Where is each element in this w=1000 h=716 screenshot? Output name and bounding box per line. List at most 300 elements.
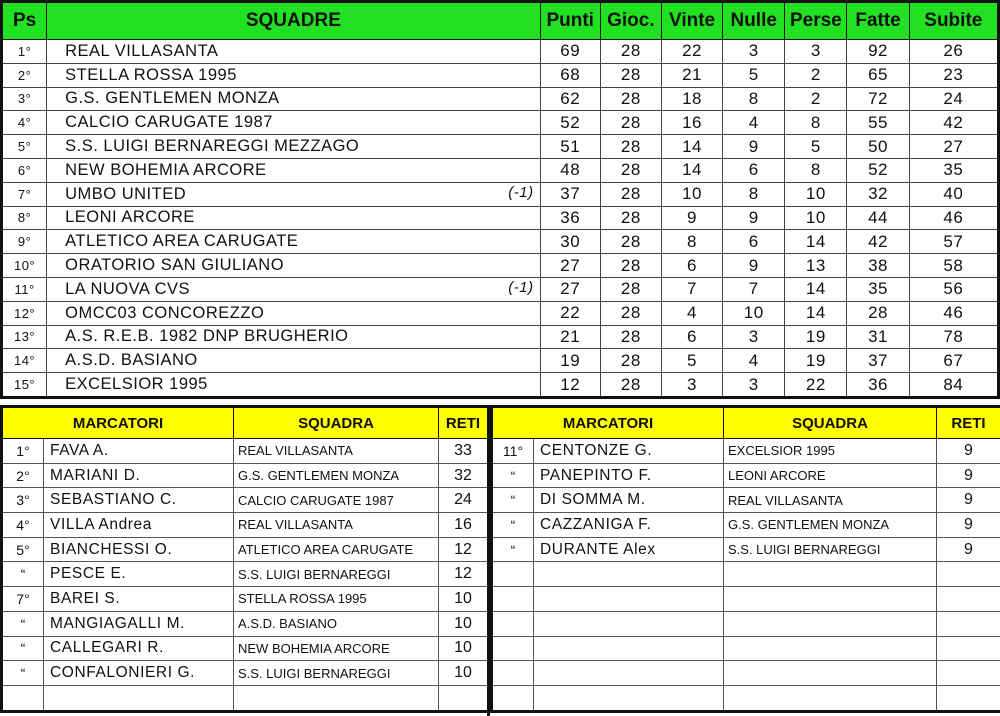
team-name: A.S. R.E.B. 1982 DNP BRUGHERIO [65,327,349,346]
standings-row [2,40,999,64]
scorer-goals: 10 [439,587,489,612]
scorer-club: REAL VILLASANTA [234,439,439,464]
lost-cell: 19 [785,349,847,373]
scorer-goals [937,587,1000,612]
scorer-name: PESCE E. [44,562,234,587]
standings-row [2,63,999,87]
scorer-goals: 16 [439,513,489,538]
scorer-row [492,636,1000,661]
position-cell: 7° [2,182,47,206]
scorer-club: G.S. GENTLEMEN MONZA [724,513,937,538]
scorer-club: S.S. LUIGI BERNAREGGI [234,562,439,587]
standings-row [2,230,999,254]
lost-cell: 10 [785,182,847,206]
won-cell: 6 [661,254,722,278]
goals-against-cell: 58 [909,254,998,278]
scorer-row [2,488,489,513]
goals-for-cell: 72 [847,87,909,111]
standings-row [2,349,999,373]
lost-cell: 19 [785,325,847,349]
drawn-cell: 6 [723,158,785,182]
scorer-club [724,587,937,612]
won-cell: 16 [661,111,722,135]
position-cell: 4° [2,111,47,135]
played-cell: 28 [600,158,661,182]
team-name: OMCC03 CONCOREZZO [65,303,265,322]
scorer-row [2,685,489,711]
position-cell: 2° [2,63,47,87]
goals-against-cell: 46 [909,206,998,230]
goals-for-cell: 50 [847,135,909,159]
position-cell: 3° [2,87,47,111]
lost-cell: 10 [785,206,847,230]
drawn-cell: 3 [723,373,785,398]
scorer-rank: 5° [2,537,44,562]
scorer-name: PANEPINTO F. [534,463,724,488]
scorer-rank: “ [2,636,44,661]
drawn-cell: 4 [723,111,785,135]
header-played: Gioc. [600,2,661,40]
points-cell: 12 [540,373,600,398]
team-name: ATLETICO AREA CARUGATE [65,232,299,251]
team-cell [47,40,540,64]
team-name: UMBO UNITED [65,184,187,203]
header-won: Vinte [661,2,722,40]
standings-row [2,277,999,301]
scorer-row [2,562,489,587]
scorer-rank: 1° [2,439,44,464]
scorer-name [534,685,724,711]
header-scorers: MARCATORI [2,407,234,439]
team-name: EXCELSIOR 1995 [65,375,208,394]
drawn-cell: 9 [723,206,785,230]
drawn-cell: 10 [723,301,785,325]
won-cell: 8 [661,230,722,254]
scorer-name: CONFALONIERI G. [44,661,234,686]
team-name: STELLA ROSSA 1995 [65,65,237,84]
goals-for-cell: 32 [847,182,909,206]
points-cell: 37 [540,182,600,206]
played-cell: 28 [600,206,661,230]
goals-against-cell: 42 [909,111,998,135]
position-cell: 10° [2,254,47,278]
won-cell: 6 [661,325,722,349]
played-cell: 28 [600,40,661,64]
team-cell [47,111,540,135]
goals-against-cell: 24 [909,87,998,111]
goals-against-cell: 26 [909,40,998,64]
standings-row [2,325,999,349]
scorer-goals: 24 [439,488,489,513]
goals-for-cell: 42 [847,230,909,254]
team-name: REAL VILLASANTA [65,41,219,60]
won-cell: 4 [661,301,722,325]
position-cell: 12° [2,301,47,325]
scorer-name: CENTONZE G. [534,439,724,464]
scorer-row [492,562,1000,587]
team-cell [47,230,540,254]
goals-for-cell: 55 [847,111,909,135]
scorer-goals [937,661,1000,686]
drawn-cell: 9 [723,254,785,278]
position-cell: 11° [2,277,47,301]
scorer-name [44,685,234,711]
team-cell [47,277,540,301]
scorer-club: NEW BOHEMIA ARCORE [234,636,439,661]
team-name: G.S. GENTLEMEN MONZA [65,89,280,108]
played-cell: 28 [600,230,661,254]
scorer-row [492,488,1000,513]
scorer-goals: 10 [439,611,489,636]
scorer-rank: “ [2,611,44,636]
standings-row [2,135,999,159]
team-cell [47,373,540,398]
points-cell: 52 [540,111,600,135]
standings-row [2,373,999,398]
scorers-table-right [490,405,1000,713]
header-goals-for: Fatte [847,2,909,40]
drawn-cell: 8 [723,182,785,206]
scorer-row [492,587,1000,612]
scorer-row [2,661,489,686]
lost-cell: 3 [785,40,847,64]
scorer-row [492,685,1000,711]
position-cell: 6° [2,158,47,182]
scorer-name: VILLA Andrea [44,513,234,538]
goals-against-cell: 27 [909,135,998,159]
goals-for-cell: 65 [847,63,909,87]
team-cell [47,325,540,349]
goals-for-cell: 38 [847,254,909,278]
scorer-name [534,661,724,686]
scorer-goals: 9 [937,537,1000,562]
team-name: NEW BOHEMIA ARCORE [65,160,267,179]
header-club: SQUADRA [234,407,439,439]
scorer-club [724,636,937,661]
points-cell: 27 [540,254,600,278]
scorers-left-body [2,439,489,712]
played-cell: 28 [600,182,661,206]
header-lost: Perse [785,2,847,40]
drawn-cell: 9 [723,135,785,159]
scorer-club: STELLA ROSSA 1995 [234,587,439,612]
scorer-rank: “ [2,562,44,587]
scorer-goals: 12 [439,562,489,587]
won-cell: 22 [661,40,722,64]
scorer-name [534,562,724,587]
standings-row [2,158,999,182]
team-cell [47,206,540,230]
goals-against-cell: 46 [909,301,998,325]
won-cell: 14 [661,135,722,159]
scorer-rank: 3° [2,488,44,513]
scorer-club: S.S. LUIGI BERNAREGGI [234,661,439,686]
goals-against-cell: 57 [909,230,998,254]
played-cell: 28 [600,373,661,398]
scorer-goals: 10 [439,636,489,661]
points-cell: 21 [540,325,600,349]
scorer-name: MARIANI D. [44,463,234,488]
scorer-rank: “ [492,537,534,562]
position-cell: 9° [2,230,47,254]
points-cell: 27 [540,277,600,301]
scorer-row [492,537,1000,562]
scorer-rank [492,562,534,587]
goals-against-cell: 56 [909,277,998,301]
scorer-name: SEBASTIANO C. [44,488,234,513]
scorer-goals [937,636,1000,661]
team-cell [47,254,540,278]
drawn-cell: 4 [723,349,785,373]
points-cell: 36 [540,206,600,230]
played-cell: 28 [600,349,661,373]
scorer-club [234,685,439,711]
drawn-cell: 6 [723,230,785,254]
lost-cell: 14 [785,277,847,301]
header-club: SQUADRA [724,407,937,439]
scorer-goals: 9 [937,513,1000,538]
points-cell: 62 [540,87,600,111]
scorer-row [2,537,489,562]
won-cell: 5 [661,349,722,373]
header-teams: SQUADRE [47,2,540,40]
played-cell: 28 [600,254,661,278]
penalty-note: (-1) [508,183,534,201]
scorer-row [2,636,489,661]
points-cell: 69 [540,40,600,64]
team-name: A.S.D. BASIANO [65,351,198,370]
lost-cell: 8 [785,158,847,182]
scorer-goals [937,611,1000,636]
standings-body [2,40,999,398]
won-cell: 18 [661,87,722,111]
scorer-goals [937,685,1000,711]
team-name: LA NUOVA CVS [65,279,191,298]
played-cell: 28 [600,325,661,349]
scorer-name: CAZZANIGA F. [534,513,724,538]
scorer-row [2,513,489,538]
position-cell: 15° [2,373,47,398]
goals-for-cell: 35 [847,277,909,301]
won-cell: 10 [661,182,722,206]
drawn-cell: 3 [723,40,785,64]
points-cell: 48 [540,158,600,182]
header-drawn: Nulle [723,2,785,40]
scorer-goals [937,562,1000,587]
scorer-club: EXCELSIOR 1995 [724,439,937,464]
points-cell: 30 [540,230,600,254]
played-cell: 28 [600,87,661,111]
team-name: CALCIO CARUGATE 1987 [65,113,273,132]
goals-against-cell: 84 [909,373,998,398]
won-cell: 9 [661,206,722,230]
header-goals: RETI [439,407,489,439]
standings-header-row [2,2,999,40]
scorer-goals: 33 [439,439,489,464]
goals-for-cell: 92 [847,40,909,64]
scorer-rank: 7° [2,587,44,612]
team-cell [47,301,540,325]
position-cell: 5° [2,135,47,159]
scorer-row [2,439,489,464]
scorer-goals: 12 [439,537,489,562]
drawn-cell: 5 [723,63,785,87]
position-cell: 1° [2,40,47,64]
scorer-row [492,611,1000,636]
lost-cell: 14 [785,230,847,254]
position-cell: 8° [2,206,47,230]
header-points: Punti [540,2,600,40]
scorer-name [534,611,724,636]
lost-cell: 2 [785,87,847,111]
scorer-rank [2,685,44,711]
team-name: LEONI ARCORE [65,208,195,227]
scorer-name: FAVA A. [44,439,234,464]
scorer-goals [439,685,489,711]
scorers-table-left [0,405,490,713]
won-cell: 3 [661,373,722,398]
played-cell: 28 [600,301,661,325]
won-cell: 7 [661,277,722,301]
scorer-row [492,661,1000,686]
lost-cell: 8 [785,111,847,135]
lost-cell: 13 [785,254,847,278]
team-cell [47,182,540,206]
scorers-left-header-row [2,407,489,439]
team-cell [47,135,540,159]
penalty-note: (-1) [508,278,534,296]
scorer-club [724,562,937,587]
scorer-name: BAREI S. [44,587,234,612]
scorers-right-header-row [492,407,1000,439]
scorer-goals: 32 [439,463,489,488]
team-cell [47,87,540,111]
scorer-club [724,611,937,636]
goals-against-cell: 40 [909,182,998,206]
scorer-name: BIANCHESSI O. [44,537,234,562]
scorer-name: MANGIAGALLI M. [44,611,234,636]
scorer-name: CALLEGARI R. [44,636,234,661]
scorer-row [2,463,489,488]
goals-against-cell: 67 [909,349,998,373]
standings-row [2,206,999,230]
header-pos: Ps [2,2,47,40]
scorer-club [724,661,937,686]
scorer-club: LEONI ARCORE [724,463,937,488]
scorer-club: A.S.D. BASIANO [234,611,439,636]
goals-for-cell: 31 [847,325,909,349]
standings-row [2,301,999,325]
points-cell: 19 [540,349,600,373]
standings-row [2,87,999,111]
team-cell [47,158,540,182]
position-cell: 13° [2,325,47,349]
drawn-cell: 7 [723,277,785,301]
scorer-rank [492,636,534,661]
scorer-club: G.S. GENTLEMEN MONZA [234,463,439,488]
team-cell [47,349,540,373]
goals-against-cell: 23 [909,63,998,87]
scorer-row [2,611,489,636]
goals-for-cell: 44 [847,206,909,230]
header-scorers: MARCATORI [492,407,724,439]
scorer-name: DURANTE Alex [534,537,724,562]
played-cell: 28 [600,135,661,159]
played-cell: 28 [600,111,661,135]
header-goals: RETI [937,407,1000,439]
drawn-cell: 8 [723,87,785,111]
team-name: ORATORIO SAN GIULIANO [65,256,285,275]
scorer-rank: 11° [492,439,534,464]
scorer-rank: “ [2,661,44,686]
won-cell: 21 [661,63,722,87]
goals-for-cell: 52 [847,158,909,182]
team-name: S.S. LUIGI BERNAREGGI MEZZAGO [65,137,360,156]
scorer-club: REAL VILLASANTA [234,513,439,538]
drawn-cell: 3 [723,325,785,349]
scorer-rank: “ [492,513,534,538]
scorer-rank [492,611,534,636]
standings-row [2,111,999,135]
position-cell: 14° [2,349,47,373]
scorer-goals: 9 [937,488,1000,513]
played-cell: 28 [600,277,661,301]
scorer-rank [492,587,534,612]
scorer-row [492,439,1000,464]
scorer-club: REAL VILLASANTA [724,488,937,513]
scorer-rank [492,685,534,711]
scorer-row [492,513,1000,538]
scorer-club [724,685,937,711]
scorer-goals: 10 [439,661,489,686]
goals-for-cell: 28 [847,301,909,325]
header-goals-against: Subite [909,2,998,40]
scorer-rank: “ [492,488,534,513]
points-cell: 68 [540,63,600,87]
goals-against-cell: 78 [909,325,998,349]
scorer-goals: 9 [937,463,1000,488]
scorer-rank: 2° [2,463,44,488]
scorer-club: S.S. LUIGI BERNAREGGI [724,537,937,562]
standings-row [2,182,999,206]
points-cell: 22 [540,301,600,325]
scorer-row [492,463,1000,488]
won-cell: 14 [661,158,722,182]
scorer-rank: “ [492,463,534,488]
scorer-club: CALCIO CARUGATE 1987 [234,488,439,513]
scorer-rank: 4° [2,513,44,538]
scorer-rank [492,661,534,686]
scorer-name [534,636,724,661]
goals-for-cell: 36 [847,373,909,398]
lost-cell: 22 [785,373,847,398]
points-cell: 51 [540,135,600,159]
goals-against-cell: 35 [909,158,998,182]
goals-for-cell: 37 [847,349,909,373]
played-cell: 28 [600,63,661,87]
lost-cell: 2 [785,63,847,87]
lost-cell: 5 [785,135,847,159]
scorer-name [534,587,724,612]
scorers-right-body [492,439,1000,712]
scorer-club: ATLETICO AREA CARUGATE [234,537,439,562]
standings-row [2,254,999,278]
team-cell [47,63,540,87]
scorer-name: DI SOMMA M. [534,488,724,513]
scorer-goals: 9 [937,439,1000,464]
scorer-row [2,587,489,612]
lost-cell: 14 [785,301,847,325]
